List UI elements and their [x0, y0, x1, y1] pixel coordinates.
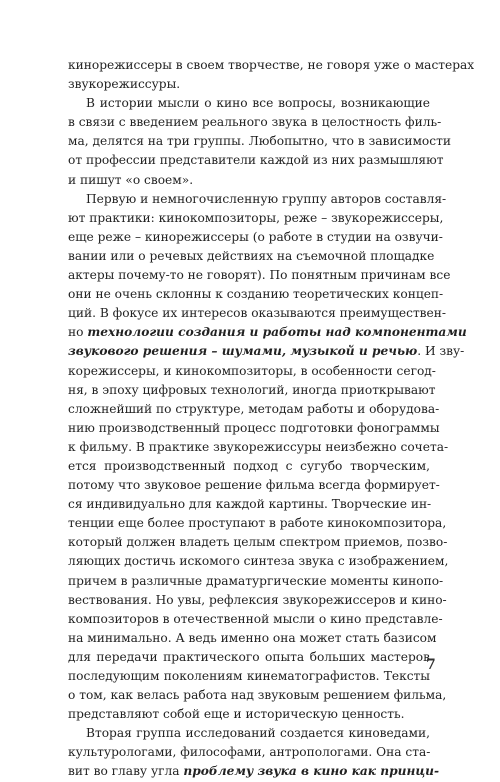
- text-run: и пишут «о своем».: [68, 172, 194, 187]
- text-line: [68, 476, 440, 495]
- body-text: [68, 56, 475, 782]
- text-run: они не очень склонны к созданию теоретических концеп-: [68, 287, 444, 302]
- text-line: [68, 56, 475, 75]
- text-run: нию производственный процесс подготовки фонограммы: [68, 420, 440, 435]
- text-line: [68, 610, 443, 629]
- text-run: еще реже – кинорежиссеры (о работе в студии на озвучи-: [68, 229, 443, 244]
- text-run: о том, как велась работа над звуковым решением фильма,: [68, 688, 447, 703]
- text-line: [68, 304, 446, 323]
- text-run: вании или о речевых действиях на съемочной площадке: [68, 248, 435, 263]
- text-run: В истории мысли о кино все вопросы, возникающие: [86, 96, 430, 111]
- text-run: сложнейший по структуре, методам работы и оборудова-: [68, 401, 440, 416]
- text-line: [68, 247, 435, 266]
- text-run: но: [68, 325, 88, 340]
- text-line: [68, 457, 430, 476]
- text-run: потому что звуковое решение фильма всегда формирует-: [68, 478, 440, 493]
- text-line: [68, 514, 447, 533]
- text-line: [68, 629, 437, 648]
- text-run: ся индивидуально для каждой картины. Творческие ин-: [68, 497, 432, 512]
- text-line: [68, 362, 436, 381]
- text-line: [68, 75, 430, 94]
- text-run: ют практики: кинокомпозиторы, реже – звукорежиссеры,: [68, 210, 444, 225]
- text-line: [68, 495, 430, 514]
- text-run: Первую и немногочисленную группу авторов составля-: [86, 191, 447, 206]
- emphasized-text: проблему звука в кино как принци-: [183, 764, 440, 779]
- text-line: [68, 724, 430, 743]
- text-line: [68, 533, 448, 552]
- text-line: [68, 762, 440, 781]
- text-run: композиторов в отечественной мысли о кино представле-: [68, 611, 443, 626]
- emphasized-text: технологии создания и работы над компонентами: [87, 325, 467, 340]
- text-line: [68, 743, 430, 762]
- text-run: . И зву-: [417, 344, 465, 359]
- text-line: [68, 190, 447, 209]
- text-line: [68, 113, 442, 132]
- text-line: [68, 171, 430, 190]
- text-line: [68, 400, 440, 419]
- text-run: последующим поколениям кинематографистов. Тексты: [68, 669, 430, 683]
- text-run: ма, делятся на три группы. Любопытно, что в зависимости: [68, 134, 451, 149]
- text-line: [68, 591, 447, 610]
- text-line: [68, 686, 447, 705]
- text-run: Вторая группа исследований создается киноведами,: [86, 726, 430, 741]
- text-run: ляющих достичь искомого синтеза звука с изображением,: [68, 554, 449, 569]
- text-line: [68, 667, 430, 686]
- text-run: кинорежиссеры в своем творчестве, не говоря уже о мастерах: [68, 58, 475, 72]
- text-line: [68, 132, 451, 151]
- text-line: [68, 285, 444, 304]
- text-line: [68, 438, 449, 457]
- text-line: [68, 209, 444, 228]
- text-line: [68, 228, 443, 247]
- text-run: корежиссеры, и кинокомпозиторы, в особенности сегод-: [68, 363, 436, 378]
- text-run: на минимально. А ведь именно она может стать базисом: [68, 630, 437, 645]
- text-run: для передачи практического опыта больших мастеров: [68, 649, 430, 664]
- text-run: звукорежиссуры.: [68, 77, 181, 92]
- text-run: ется производственный подход с сугубо творческим,: [68, 458, 430, 473]
- text-run: к фильму. В практике звукорежиссуры неизбежно сочета-: [68, 439, 449, 454]
- text-run: представляют собой еще и историческую ценность.: [68, 707, 405, 722]
- text-line: [68, 266, 451, 285]
- text-run: актеры почему-то не говорят). По понятным причинам все: [68, 268, 451, 283]
- text-line: [68, 151, 444, 170]
- text-line: [68, 572, 444, 591]
- text-line: [68, 323, 467, 342]
- text-run: тенции еще более проступают в работе кинокомпозитора,: [68, 516, 447, 531]
- text-line: [68, 419, 440, 438]
- text-run: ций. В фокусе их интересов оказываются преимуществен-: [68, 306, 446, 321]
- page-number: 7: [426, 657, 436, 673]
- text-run: вествования. Но увы, рефлексия звукорежиссеров и кино-: [68, 592, 447, 607]
- text-run: причем в различные драматургические моменты кинопо-: [68, 573, 444, 588]
- text-line: [68, 94, 430, 113]
- text-run: ня, в эпоху цифровых технологий, иногда приоткрывают: [68, 382, 436, 397]
- text-run: в связи с введением реального звука в целостность филь-: [68, 115, 442, 130]
- text-run: вит во главу угла: [68, 764, 184, 779]
- text-run: культурологами, философами, антропологами. Она ста-: [68, 745, 431, 760]
- emphasized-text: звукового решения – шумами, музыкой и речью: [68, 344, 418, 359]
- text-run: от профессии представители каждой из них размышляют: [68, 153, 444, 168]
- text-line: [68, 552, 449, 571]
- text-line: [68, 705, 430, 724]
- text-line: [68, 381, 436, 400]
- text-line: [68, 648, 430, 667]
- text-run: который должен владеть целым спектром приемов, позво-: [68, 535, 448, 550]
- text-line: [68, 342, 465, 361]
